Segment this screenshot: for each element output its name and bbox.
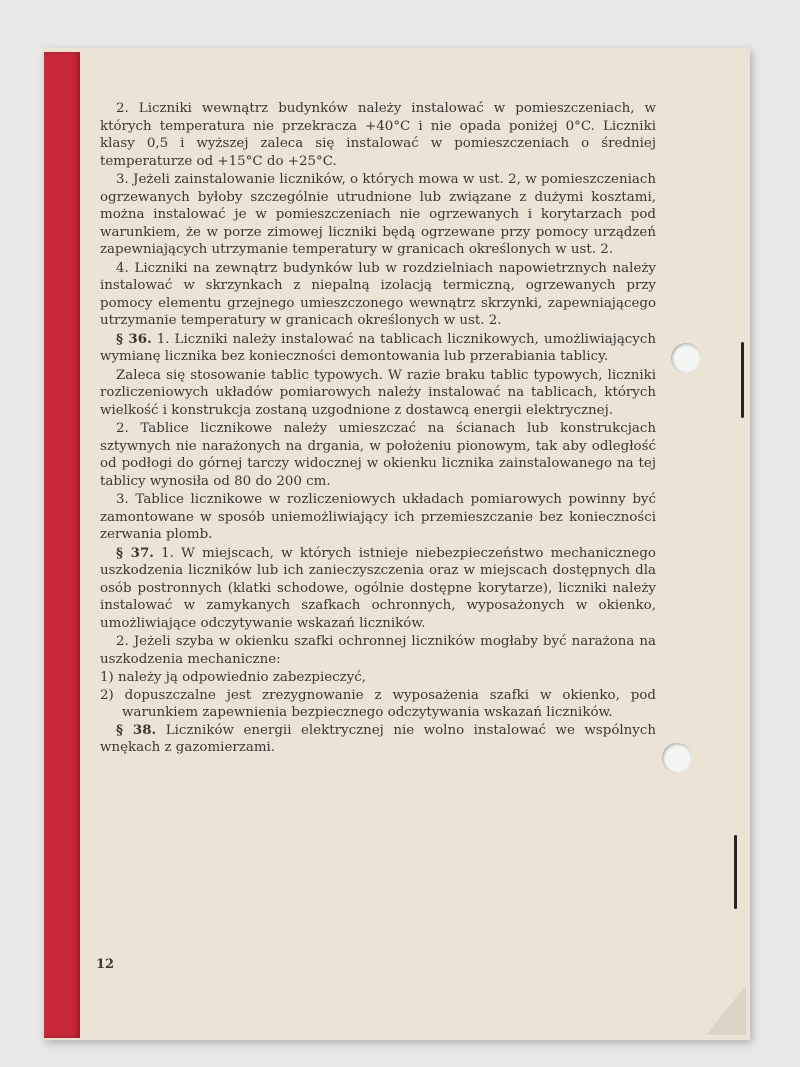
punch-hole-top bbox=[671, 343, 701, 373]
section-36-para-2: Zaleca się stosowanie tablic typowych. W razie braku tablic typowych, liczniki rozliczeniowych układów pomiarowych należy instalować na tablicach, których wielkość i konstrukcja zostaną uzgodnione z dostawcą energii elektrycznej. bbox=[100, 367, 656, 418]
page-number: 12 bbox=[96, 957, 115, 972]
section-36-para-3: 2. Tablice licznikowe należy umieszczać na ścianach lub konstrukcjach sztywnych nie narażonych na drgania, w położeniu pionowym, tak aby odległość od podłogi do górnej tarczy widocznej w okienku licznika zainstalowanego na tej tablicy wynosiła od 80 do 200 cm. bbox=[100, 421, 656, 489]
paragraph: 2. Liczniki wewnątrz budynków należy instalować w pomieszczeniach, w których temperatura nie przekracza +40°C i nie opada poniżej 0°C. Liczniki klasy 0,5 i wyższej zaleca się instalować w pomieszczeniach o średniej temperaturze od +15°C do +25°C. bbox=[100, 101, 656, 169]
paragraph: 3. Jeżeli zainstalowanie liczników, o których mowa w ust. 2, w pomieszczeniach ogrzewanych byłoby szczególnie utrudnione lub związane z dużymi kosztami, można instalować je w pomieszczeniach nie ogrzewanych i korytarzach pod warunkiem, że w porze zimowej liczniki będą ogrzewane przy pomocy urządzeń zapewniających utrzymanie temperatury w granicach określonych w ust. 2. bbox=[100, 172, 656, 257]
red-binding-spine bbox=[44, 52, 80, 1038]
list-item: 2) dopuszczalne jest zrezygnowanie z wyposażenia szafki w okienko, pod warunkiem zapewnienia bezpiecznego odczytywania wskazań liczników. bbox=[100, 687, 656, 720]
punch-hole-bottom bbox=[662, 743, 692, 773]
section-36-para-4: 3. Tablice licznikowe w rozliczeniowych układach pomiarowych powinny być zamontowane w sposób uniemożliwiający ich przemieszczanie bez konieczności zerwania plomb. bbox=[100, 492, 656, 542]
section-36-number: § 36. bbox=[116, 330, 152, 347]
staple-top bbox=[741, 342, 744, 418]
page-body-text bbox=[100, 100, 656, 758]
section-37-number: § 37. bbox=[116, 544, 154, 561]
section-38-para-1: § 38. Liczników energii elektrycznej nie wolno instalować we wspólnych wnękach z gazomierzami. bbox=[100, 721, 656, 755]
paragraph: 4. Liczniki na zewnątrz budynków lub w rozdzielniach napowietrznych należy instalować w skrzynkach z niepalną izolacją termiczną, ogrzewanych przy pomocy elementu grzejnego umieszczonego wewnątrz skrzynki, zapewniającego utrzymanie temperatury w granicach określonych w ust. 2. bbox=[100, 260, 656, 328]
section-37-list bbox=[100, 669, 656, 722]
section-37-para-1: § 37. 1. W miejscach, w których istnieje niebezpieczeństwo mechanicznego uszkodzenia liczników lub ich zanieczyszczenia oraz w miejscach dostępnych dla osób postronnych (klatki schodowe, ogólnie dostępne korytarze), liczniki należy instalować w zamykanych szafkach ochronnych, wyposażonych w okienko, umożliwiające odczytywanie wskazań liczników. bbox=[100, 544, 656, 631]
section-37-para-2: 2. Jeżeli szyba w okienku szafki ochronnej liczników mogłaby być narażona na uszkodzenia mechaniczne: bbox=[100, 634, 656, 667]
section-38-number: § 38. bbox=[116, 721, 157, 738]
staple-bottom bbox=[734, 835, 737, 909]
list-item: 1) należy ją odpowiednio zabezpieczyć, bbox=[100, 670, 367, 685]
section-36-para-1: § 36. 1. Liczniki należy instalować na tablicach licznikowych, umożliwiających wymianę licznika bez konieczności demontowania lub przerabiania tablicy. bbox=[100, 330, 656, 364]
